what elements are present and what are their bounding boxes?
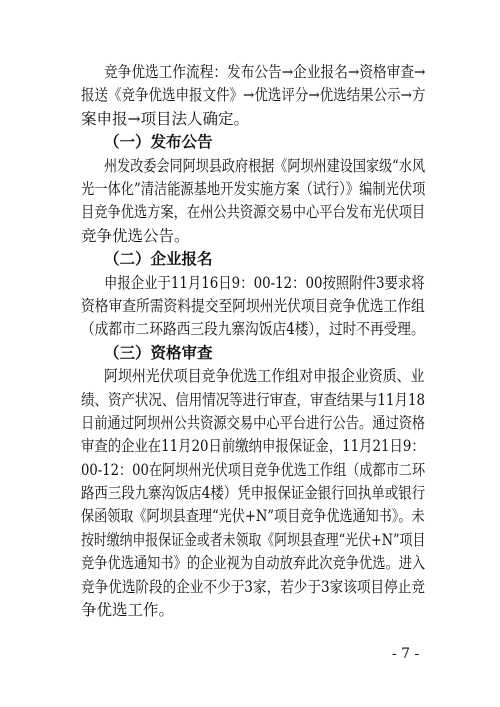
section-2-line-1: 申报企业于11月16日9：00-12：00按照附件3要求将: [104, 273, 425, 292]
section-1-line-2: 光一体化”清洁能源基地开发实施方案（试行）》编制光伏项: [81, 180, 426, 198]
section-heading-enterprise-registration: （二）企业报名: [104, 249, 213, 269]
section-3-line-9: 竞争优选通知书》的企业视为自动放弃此次竞争优选。进入: [81, 554, 426, 573]
section-3-line-4: 审查的企业在11月20日前缴纳申报保证金，11月21日9：: [81, 437, 425, 456]
section-heading-qualification-review: （三）资格审查: [104, 342, 213, 362]
section-heading-publish-notice: （一）发布公告: [104, 132, 213, 152]
workflow-line-2: 报送《竞争优选申报文件》→优选评分→优选结果公示→方: [81, 86, 426, 105]
section-3-line-7: 保函领取《阿坝县查理“光伏+N”项目竞争优选通知书》。未: [81, 507, 425, 526]
section-1-line-3: 目竞争优选方案，在州公共资源交易中心平台发布光伏项目: [81, 203, 426, 222]
workflow-line-1: 竞争优选工作流程：发布公告→企业报名→资格审查→: [104, 63, 426, 81]
section-3-line-3: 日前通过阿坝州公共资源交易中心平台进行公告。通过资格: [81, 413, 426, 432]
section-3-line-10: 竞争优选阶段的企业不少于3家，若少于3家该项目停止竞: [81, 577, 425, 596]
page-number: - 7 -: [392, 646, 420, 662]
section-2-line-3: （成都市二环路西三段九寨沟饭店4楼），过时不再受理。: [81, 320, 425, 339]
section-3-line-1: 阿坝州光伏项目竞争优选工作组对申报企业资质、业: [104, 367, 425, 386]
section-3-line-5: 00-12：00在阿坝州光伏项目竞争优选工作组（成都市二环: [81, 460, 426, 479]
section-3-line-8: 按时缴纳申报保证金或者未领取《阿坝县查理“光伏+N”项目: [81, 530, 426, 549]
section-2-line-2: 资格审查所需资料提交至阿坝州光伏项目竞争优选工作组: [81, 296, 425, 315]
section-3-line-6: 路西三段九寨沟饭店4楼）凭申报保证金银行回执单或银行: [81, 484, 426, 502]
workflow-line-3: 案申报→项目法人确定。: [81, 109, 249, 128]
section-3-line-11: 争优选工作。: [81, 601, 175, 619]
section-3-line-2: 绩、资产状况、信用情况等进行审查，审查结果与11月18: [81, 390, 426, 409]
section-1-line-1: 州发改委会同阿坝县政府根据《阿坝州建设国家级“水风: [104, 156, 426, 175]
section-1-line-4: 竞争优选公告。: [81, 226, 190, 245]
